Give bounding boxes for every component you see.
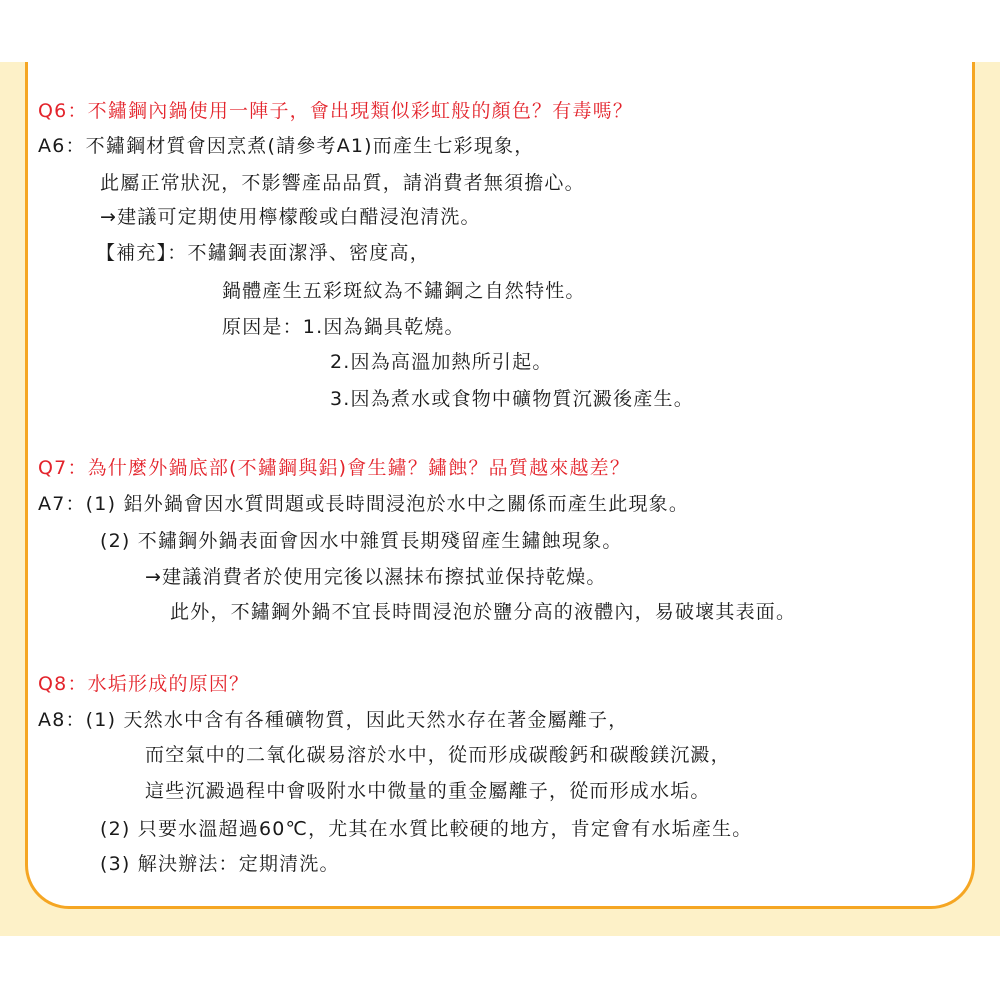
faq-answer-line: 2.因為高溫加熱所引起。 <box>330 351 553 373</box>
faq-answer-line: A6：不鏽鋼材質會因烹煮(請參考A1)而產生七彩現象， <box>38 135 535 157</box>
faq-answer-line: 此外，不鏽鋼外鍋不宜長時間浸泡於鹽分高的液體內，易破壞其表面。 <box>170 601 797 623</box>
faq-answer-line: (3) 解決辦法：定期清洗。 <box>100 853 340 875</box>
faq-answer-line: 而空氣中的二氧化碳易溶於水中，從而形成碳酸鈣和碳酸鎂沉澱， <box>145 744 731 766</box>
faq-answer-line: (2) 不鏽鋼外鍋表面會因水中雜質長期殘留產生鏽蝕現象。 <box>100 530 623 552</box>
faq-answer-line: (2) 只要水溫超過60℃，尤其在水質比較硬的地方，肯定會有水垢產生。 <box>100 818 753 840</box>
faq-answer-line: 此屬正常狀況，不影響產品品質，請消費者無須擔心。 <box>100 172 585 194</box>
faq-answer-line: 鍋體產生五彩斑紋為不鏽鋼之自然特性。 <box>222 280 586 302</box>
faq-answer-line: 這些沉澱過程中會吸附水中微量的重金屬離子，從而形成水垢。 <box>145 780 711 802</box>
faq-answer-line: A8：(1) 天然水中含有各種礦物質，因此天然水存在著金屬離子， <box>38 709 629 731</box>
faq-answer-line: 【補充】：不鏽鋼表面潔淨、密度高， <box>96 242 430 264</box>
faq-answer-line: 3.因為煮水或食物中礦物質沉澱後產生。 <box>330 388 694 410</box>
faq-answer-line: →建議消費者於使用完後以濕抹布擦拭並保持乾燥。 <box>145 566 607 588</box>
faq-answer-line: 原因是：1.因為鍋具乾燒。 <box>222 316 465 338</box>
faq-question-q8: Q8：水垢形成的原因？ <box>38 673 250 695</box>
faq-answer-line: →建議可定期使用檸檬酸或白醋浸泡清洗。 <box>100 206 481 228</box>
faq-answer-line: A7：(1) 鋁外鍋會因水質問題或長時間浸泡於水中之關係而產生此現象。 <box>38 493 690 515</box>
faq-question-q6: Q6：不鏽鋼內鍋使用一陣子，會出現類似彩虹般的顏色？有毒嗎？ <box>38 100 634 122</box>
faq-question-q7: Q7：為什麼外鍋底部(不鏽鋼與鋁)會生鏽？鏽蝕？品質越來越差？ <box>38 457 631 479</box>
